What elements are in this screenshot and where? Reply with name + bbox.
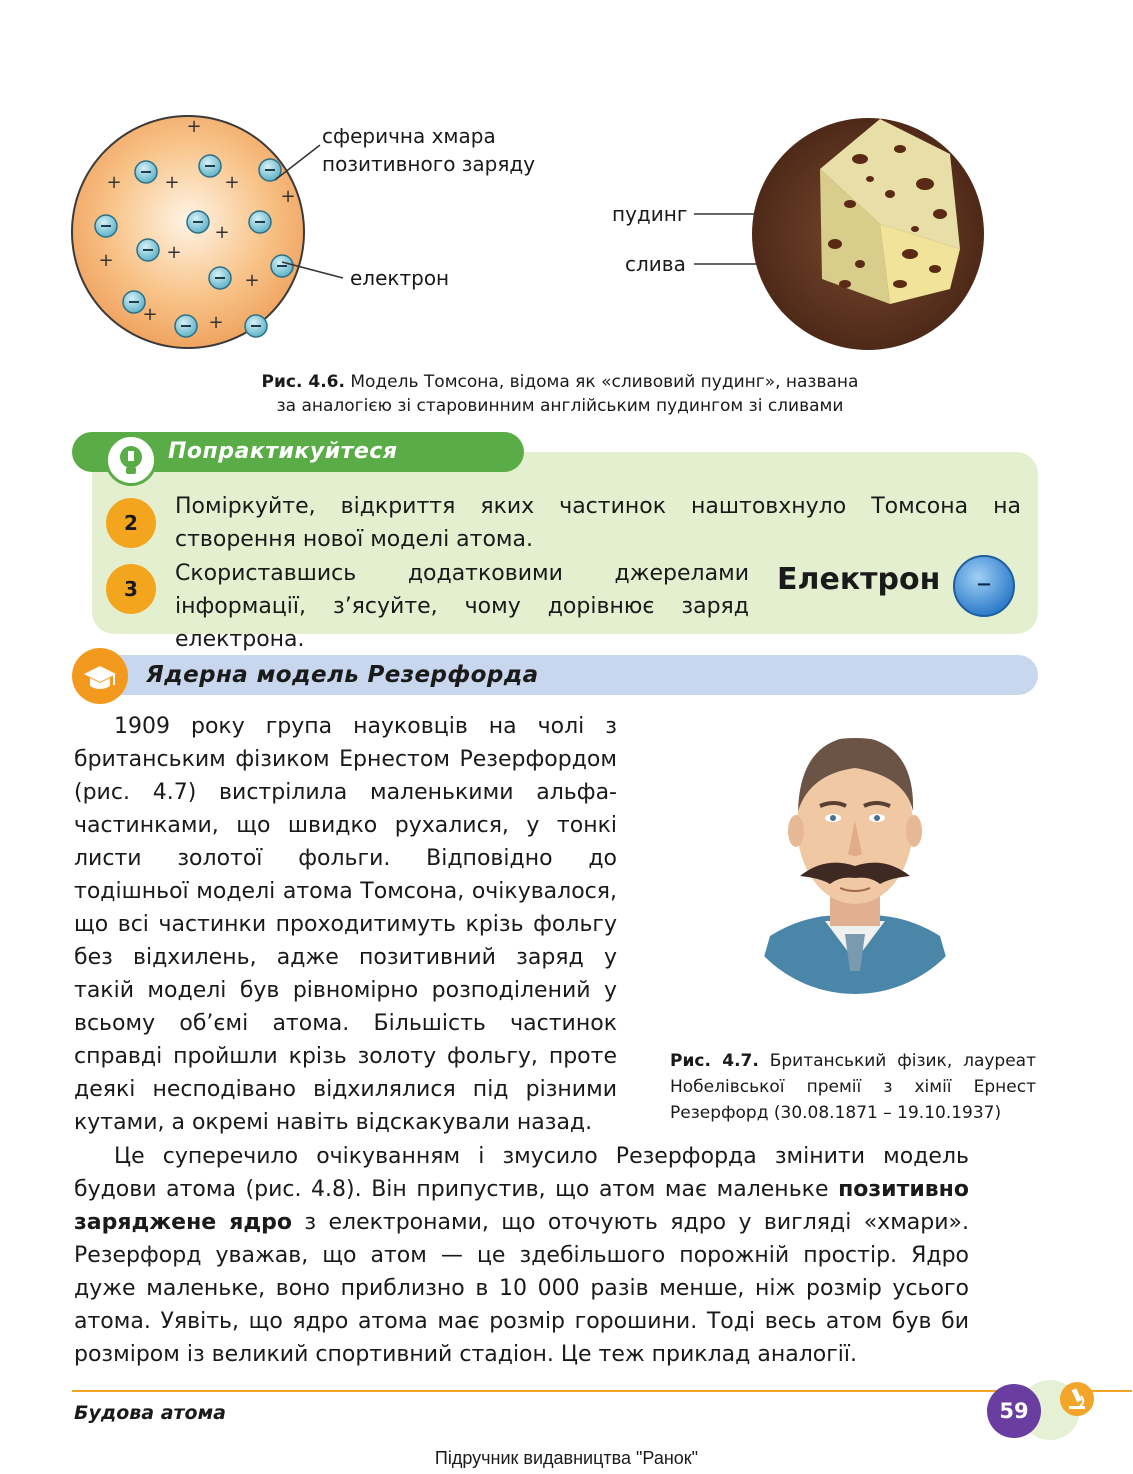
- footer-divider: [72, 1390, 1132, 1392]
- plus-sign: +: [280, 186, 296, 207]
- label-plum: слива: [625, 252, 686, 276]
- label-pudding: пудинг: [612, 202, 688, 226]
- caption-label: Рис. 4.6.: [261, 372, 345, 392]
- highlight-term: позитивно заряджене ядро: [74, 1177, 969, 1235]
- plus-sign: +: [186, 116, 202, 137]
- figure-thomson-model: [60, 100, 1060, 360]
- paragraph-nuclear-model: [74, 1140, 969, 1371]
- plus-sign: +: [208, 312, 224, 333]
- paragraph-text: з електронами, що оточують ядро у вигляді «хмари». Резерфорд уважав, що атом — це здебільшого порожній простір. Ядро дуже маленьке, воно приблизно в 10 000 разів менше, ніж розмір усього атома. Уявіть, що ядро атома має розмір горошини. Тоді весь атом був би розміром із великий спортивний стадіон. Це теж приклад аналогії.: [74, 1210, 969, 1367]
- plum-pudding-illustration: [750, 114, 990, 354]
- electron-icon: [952, 554, 1016, 618]
- electron-sign: –: [976, 566, 992, 601]
- paragraph-rutherford-experiment: 1909 року група науковців на чолі з британським фізиком Ернестом Резерфордом (рис. 4.7) вистрілила маленькими альфа-частинками, що швидко рухалися, у тонкі листи золотої фольги. Відповідно до тодішньої моделі атома Томсона, очікувалося, що всі частинки проходитимуть крізь фольгу без відхилень, адже позитивний заряд у такій моделі був рівномірно розподілений у всьому об’ємі атома. Більшість частинок справді пройшли крізь золоту фольгу, проте деякі несподівано відхилялися під різними кутами, а окремі навіть відскакували назад.: [74, 714, 617, 1135]
- plus-sign: +: [106, 172, 122, 193]
- task-number-badge: 3: [106, 564, 156, 614]
- paragraph-text: Це суперечило очікуванням і змусило Резерфорда змінити модель будови атома (рис. 4.8). Він припустив, що атом має маленьке: [74, 1144, 969, 1202]
- rutherford-portrait: [730, 706, 980, 1006]
- lightbulb-puzzle-icon: [105, 434, 157, 486]
- plus-sign: +: [166, 242, 182, 263]
- task-text: Скориставшись додатковими джерелами інформації, з’ясуйте, чому дорівнює заряд електрона.: [175, 561, 749, 652]
- page-number: 59: [987, 1384, 1041, 1438]
- plus-sign: +: [244, 270, 260, 291]
- plus-sign: +: [214, 222, 230, 243]
- label-electron: електрон: [350, 266, 450, 290]
- task-text: Поміркуйте, відкриття яких частинок наштовхнуло Томсона на створення нової моделі атома.: [175, 494, 1021, 552]
- graduation-cap-icon: [72, 648, 128, 704]
- caption-line-2: за аналогією зі старовинним англійським пудингом зі сливами: [276, 396, 844, 416]
- publisher-note: Підручник видавництва "Ранок": [434, 1448, 699, 1468]
- figure-4-6-caption: [160, 370, 960, 418]
- section-title: Ядерна модель Резерфорда: [146, 662, 539, 688]
- plus-sign: +: [98, 250, 114, 271]
- plus-sign: +: [164, 172, 180, 193]
- task-number-badge: 2: [106, 498, 156, 548]
- chapter-title: Будова атома: [74, 1402, 226, 1424]
- label-positive-cloud: сферична хмара позитивного заряду: [322, 124, 536, 176]
- practice-title: Попрактикуйтеся: [168, 439, 398, 464]
- plus-sign: +: [224, 172, 240, 193]
- caption-label: Рис. 4.7.: [670, 1051, 759, 1071]
- microscope-icon: [1060, 1382, 1094, 1416]
- plus-sign: +: [142, 304, 158, 325]
- figure-4-7-caption: [670, 1048, 1036, 1126]
- electron-label: Електрон: [777, 562, 941, 597]
- caption-text: Британський фізик, лауреат Нобелівської премії з хімії Ернест Резерфорд (30.08.1871 – 19.10.1937): [670, 1051, 1036, 1123]
- caption-line-1: Модель Томсона, відома як «сливовий пудинг», названа: [344, 372, 859, 392]
